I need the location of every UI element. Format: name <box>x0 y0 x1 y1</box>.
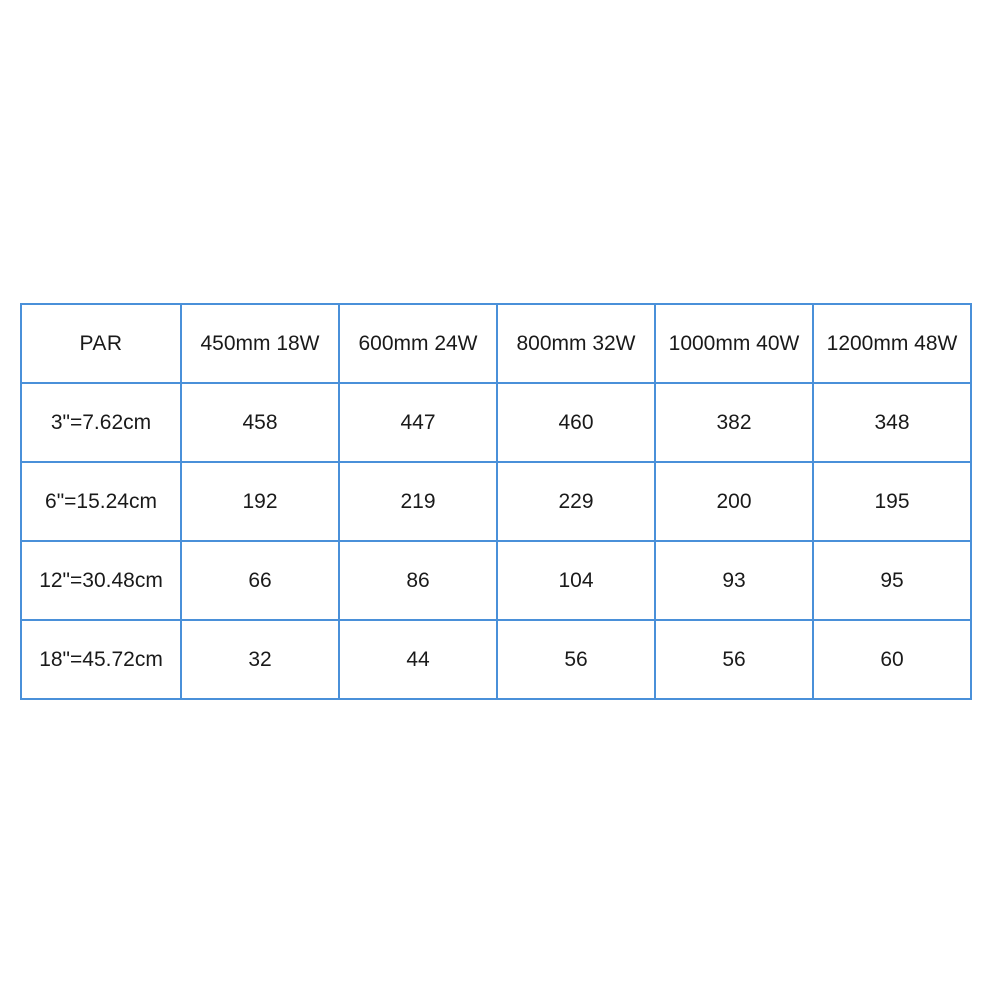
cell-r3c3: 104 <box>497 541 655 620</box>
cell-r1c3: 460 <box>497 383 655 462</box>
row-label-1: 3"=7.62cm <box>21 383 181 462</box>
row-label-4: 18"=45.72cm <box>21 620 181 699</box>
par-table-container <box>20 303 972 700</box>
cell-r3c5: 95 <box>813 541 971 620</box>
cell-r4c4: 56 <box>655 620 813 699</box>
row-label-3: 12"=30.48cm <box>21 541 181 620</box>
cell-r2c3: 229 <box>497 462 655 541</box>
column-header-3: 800mm 32W <box>497 304 655 383</box>
par-measurement-table <box>20 303 972 700</box>
column-header-2: 600mm 24W <box>339 304 497 383</box>
column-header-1: 450mm 18W <box>181 304 339 383</box>
cell-r3c1: 66 <box>181 541 339 620</box>
cell-r4c1: 32 <box>181 620 339 699</box>
table-corner-title: PAR <box>21 304 181 383</box>
cell-r2c1: 192 <box>181 462 339 541</box>
cell-r4c3: 56 <box>497 620 655 699</box>
table-header-row <box>21 304 971 383</box>
table-row <box>21 541 971 620</box>
cell-r1c5: 348 <box>813 383 971 462</box>
cell-r1c1: 458 <box>181 383 339 462</box>
cell-r2c2: 219 <box>339 462 497 541</box>
cell-r2c5: 195 <box>813 462 971 541</box>
table-row <box>21 620 971 699</box>
column-header-4: 1000mm 40W <box>655 304 813 383</box>
cell-r4c2: 44 <box>339 620 497 699</box>
cell-r3c4: 93 <box>655 541 813 620</box>
cell-r2c4: 200 <box>655 462 813 541</box>
cell-r1c4: 382 <box>655 383 813 462</box>
cell-r4c5: 60 <box>813 620 971 699</box>
cell-r1c2: 447 <box>339 383 497 462</box>
table-row <box>21 383 971 462</box>
table-row <box>21 462 971 541</box>
column-header-5: 1200mm 48W <box>813 304 971 383</box>
cell-r3c2: 86 <box>339 541 497 620</box>
row-label-2: 6"=15.24cm <box>21 462 181 541</box>
